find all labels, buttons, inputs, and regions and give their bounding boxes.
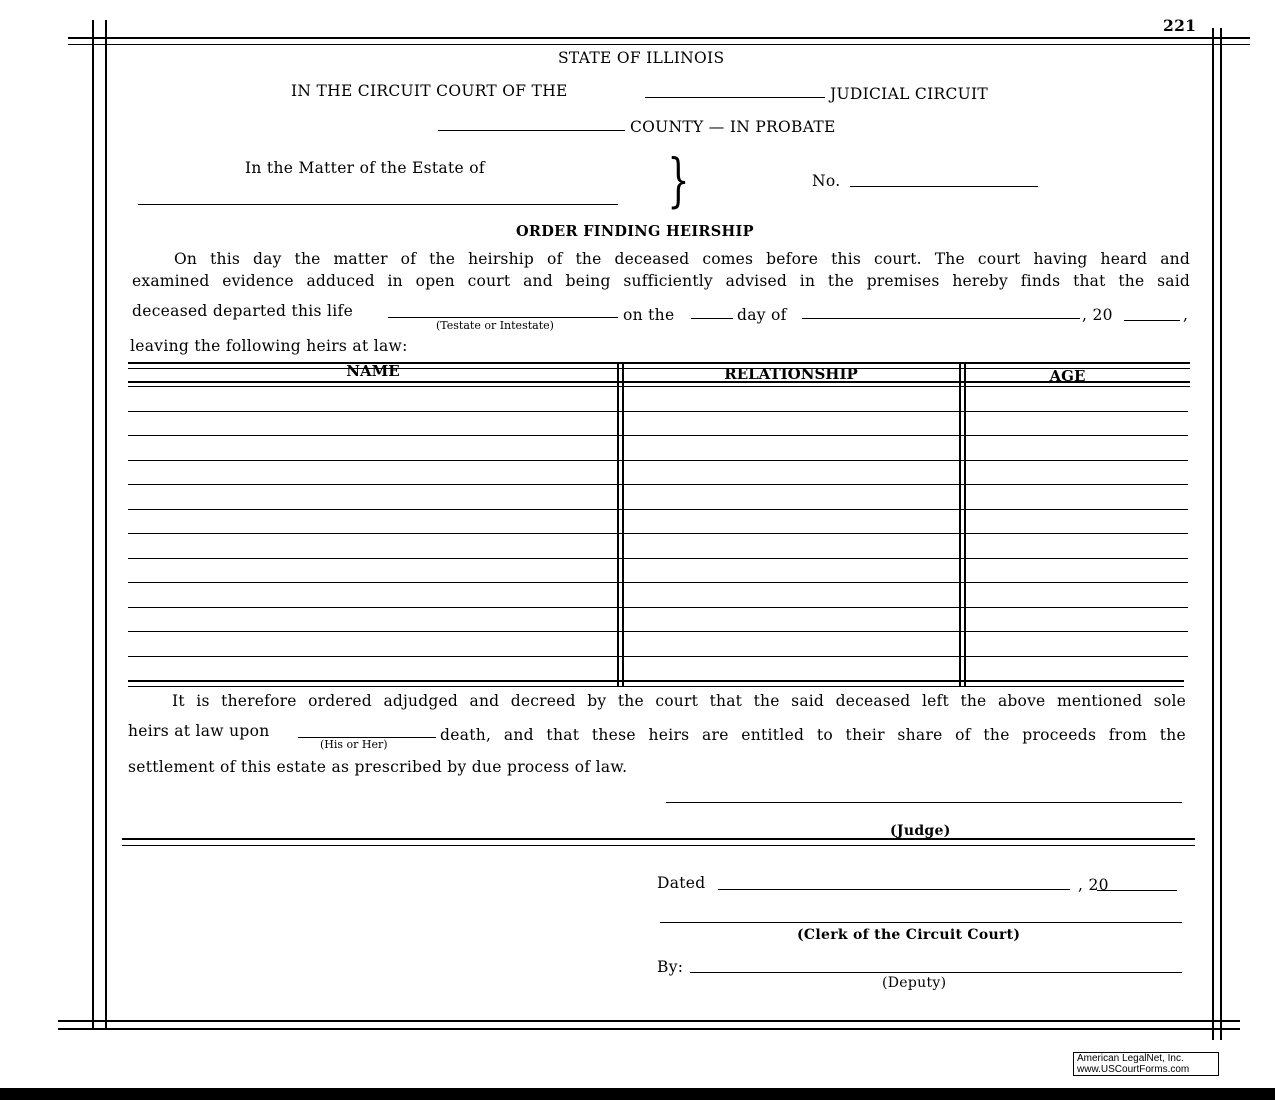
table-row[interactable] [128,435,1188,436]
county-blank[interactable] [438,130,625,131]
form-title: ORDER FINDING HEIRSHIP [516,223,754,240]
estate-name-blank[interactable] [138,204,618,205]
estate-label: In the Matter of the Estate of [245,159,485,177]
table-row[interactable] [128,607,1188,608]
judge-label: (Judge) [890,823,951,839]
table-row[interactable] [128,558,1188,559]
body-line: On this day the matter of the heirship of the deceased comes before this court. The court having heard and [174,250,1190,268]
table-rule [128,686,1184,687]
deputy-signature-line[interactable] [690,972,1182,973]
bottom-rule [58,1028,1240,1030]
table-rule [128,680,1184,682]
his-her-hint: (His or Her) [320,738,388,751]
scan-edge [0,1088,1275,1100]
table-row[interactable] [128,509,1188,510]
case-no-blank[interactable] [850,186,1038,187]
deputy-label: (Deputy) [882,975,947,991]
brace-icon: } [667,146,690,214]
clerk-signature-line[interactable] [660,922,1182,923]
table-row[interactable] [128,411,1188,412]
order-text: death, and that these heirs are entitled to their share of the proceeds from the [440,726,1186,744]
bottom-rule [58,1020,1240,1022]
body-line: examined evidence adduced in open court and being sufficiently advised in the premises hereby finds that the said [132,272,1190,290]
testate-hint: (Testate or Intestate) [436,319,554,332]
right-border [1220,28,1222,1040]
circuit-heading: JUDICIAL CIRCUIT [830,85,989,103]
table-row[interactable] [128,460,1188,461]
right-border [1212,28,1214,1040]
logo-line: www.USCourtForms.com [1077,1064,1190,1075]
clerk-label: (Clerk of the Circuit Court) [797,927,1021,943]
order-line: It is therefore ordered adjudged and decreed by the court that the said deceased left the above mentioned sole [172,692,1186,710]
table-row[interactable] [128,631,1188,632]
section-rule [122,845,1195,846]
publisher-logo [1073,1052,1219,1076]
body-text: leaving the following heirs at law: [130,337,408,355]
state-heading: STATE OF ILLINOIS [558,49,725,67]
case-no-label: No. [812,172,841,190]
column-divider [964,364,966,686]
year-blank[interactable] [1124,320,1180,321]
page-number: 221 [1163,16,1197,35]
by-label: By: [657,958,684,976]
body-text: day of [737,306,787,324]
dated-year-blank[interactable] [1097,890,1177,891]
table-rule [128,386,1190,387]
testate-blank[interactable] [388,317,618,318]
table-row[interactable] [128,484,1188,485]
body-text: on the [623,306,675,324]
dated-blank[interactable] [718,889,1070,890]
body-text: , [1183,306,1189,324]
county-heading: COUNTY — IN PROBATE [630,118,836,136]
header-relationship: RELATIONSHIP [724,365,858,383]
header-name: NAME [346,362,400,380]
header-age: AGE [1049,367,1086,385]
dated-year-label: , 20 [1078,876,1109,894]
day-blank[interactable] [691,318,733,319]
top-rule [68,44,1250,45]
dated-label: Dated [657,874,706,892]
column-divider [959,364,961,686]
order-text: settlement of this estate as prescribed by due process of law. [128,758,628,776]
court-heading: IN THE CIRCUIT COURT OF THE [291,82,568,100]
circuit-blank[interactable] [645,97,825,98]
body-text: deceased departed this life [132,302,354,320]
month-blank[interactable] [802,318,1080,319]
order-text: heirs at law upon [128,722,270,740]
logo-line: American LegalNet, Inc. [1077,1053,1184,1064]
table-row[interactable] [128,533,1188,534]
body-text: , 20 [1082,306,1113,324]
section-rule [122,838,1195,840]
table-row[interactable] [128,656,1188,657]
judge-signature-line[interactable] [666,802,1182,803]
left-border [92,20,94,1030]
table-row[interactable] [128,582,1188,583]
left-border [105,20,107,1030]
top-rule [68,37,1250,39]
